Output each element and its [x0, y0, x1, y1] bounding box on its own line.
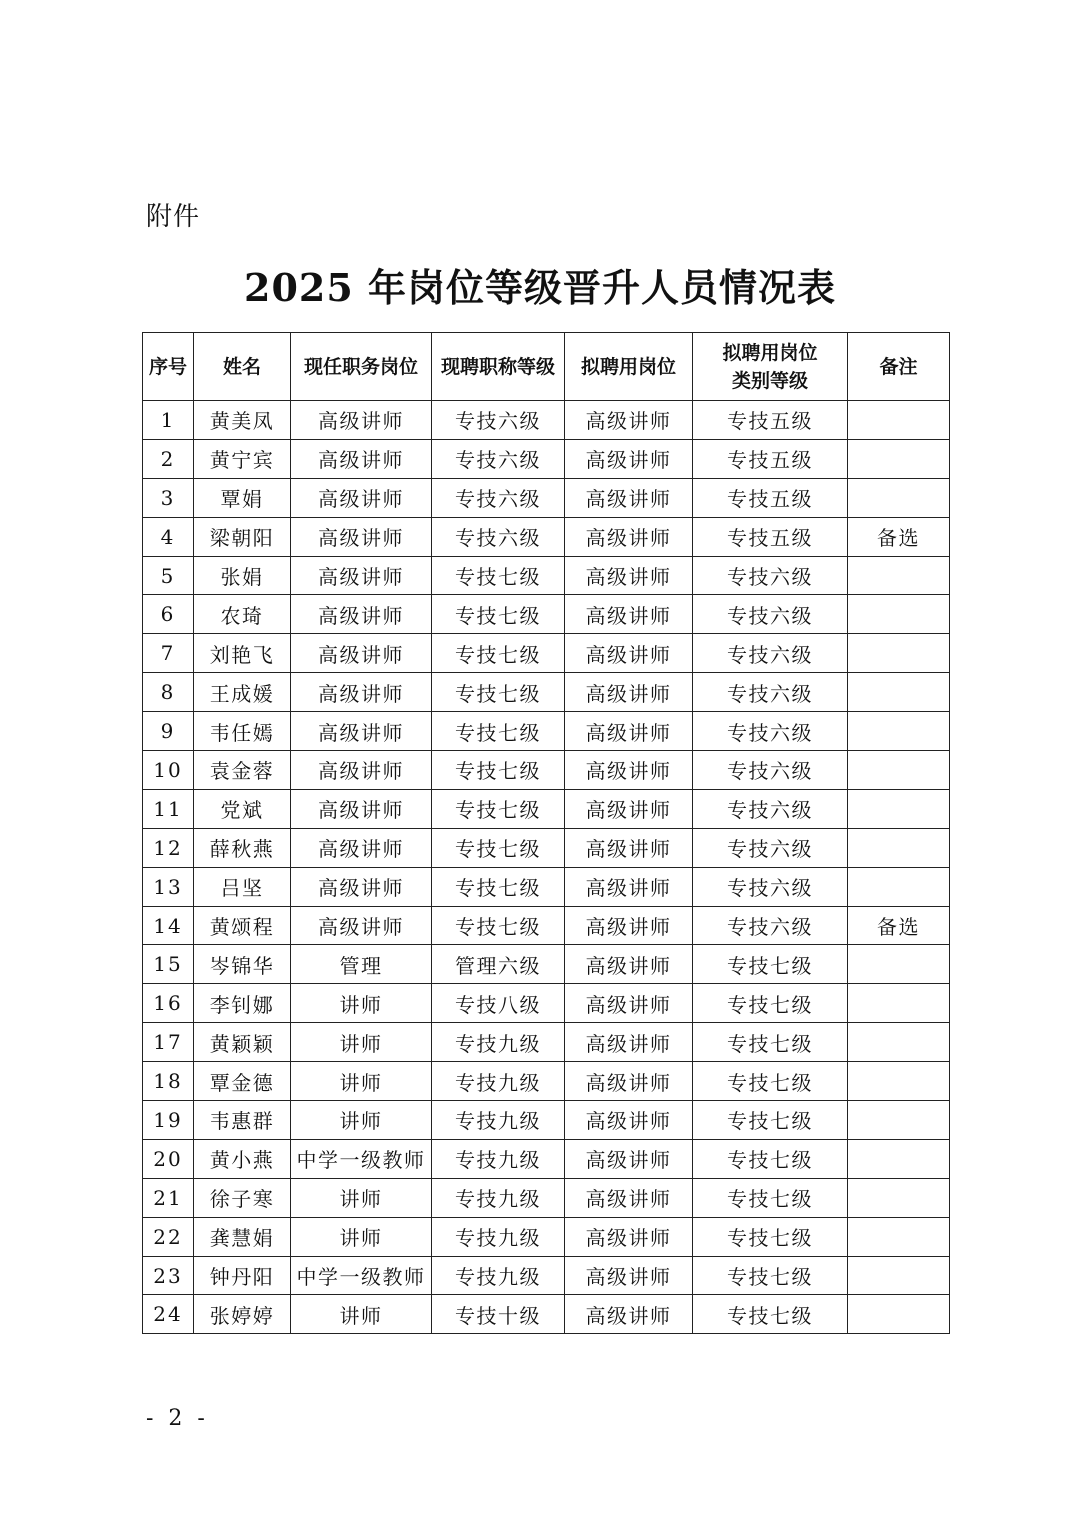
cell-name: 黄颖颖	[194, 1023, 291, 1062]
cell-proposed-position: 高级讲师	[565, 634, 693, 673]
cell-proposed-position: 高级讲师	[565, 1139, 693, 1178]
cell-current-position: 高级讲师	[291, 634, 432, 673]
cell-current-title-grade: 专技七级	[432, 673, 565, 712]
table-row	[143, 1256, 950, 1295]
cell-proposed-category-grade: 专技五级	[693, 478, 848, 517]
table-row	[143, 828, 950, 867]
cell-proposed-category-grade: 专技六级	[693, 828, 848, 867]
header-current-title-grade: 现聘职称等级	[432, 333, 565, 401]
cell-proposed-category-grade: 专技六级	[693, 673, 848, 712]
cell-name: 李钊娜	[194, 984, 291, 1023]
cell-remarks	[848, 945, 950, 984]
cell-name: 黄小燕	[194, 1139, 291, 1178]
table-row	[143, 945, 950, 984]
cell-remarks	[848, 828, 950, 867]
cell-serial-number: 3	[143, 478, 194, 517]
cell-serial-number: 8	[143, 673, 194, 712]
cell-serial-number: 20	[143, 1139, 194, 1178]
table-row	[143, 1178, 950, 1217]
cell-current-position: 讲师	[291, 1217, 432, 1256]
cell-proposed-category-grade: 专技五级	[693, 401, 848, 440]
table-row	[143, 556, 950, 595]
cell-remarks	[848, 1101, 950, 1140]
cell-proposed-category-grade: 专技七级	[693, 1062, 848, 1101]
cell-name: 韦任嫣	[194, 712, 291, 751]
cell-current-title-grade: 专技六级	[432, 517, 565, 556]
cell-proposed-category-grade: 专技七级	[693, 1023, 848, 1062]
cell-current-position: 讲师	[291, 1295, 432, 1334]
cell-serial-number: 2	[143, 439, 194, 478]
table-body	[143, 401, 950, 1334]
cell-current-position: 讲师	[291, 1023, 432, 1062]
cell-proposed-category-grade: 专技七级	[693, 1178, 848, 1217]
cell-name: 农琦	[194, 595, 291, 634]
cell-proposed-position: 高级讲师	[565, 1217, 693, 1256]
cell-remarks	[848, 1023, 950, 1062]
cell-proposed-category-grade: 专技七级	[693, 1101, 848, 1140]
header-serial-number: 序号	[143, 333, 194, 401]
cell-current-title-grade: 专技七级	[432, 595, 565, 634]
cell-serial-number: 11	[143, 789, 194, 828]
cell-proposed-category-grade: 专技七级	[693, 984, 848, 1023]
header-proposed-category-grade-line1: 拟聘用岗位	[722, 341, 818, 364]
cell-remarks	[848, 673, 950, 712]
cell-remarks	[848, 439, 950, 478]
cell-current-title-grade: 专技十级	[432, 1295, 565, 1334]
cell-current-position: 讲师	[291, 1062, 432, 1101]
cell-current-title-grade: 专技七级	[432, 556, 565, 595]
cell-remarks: 备选	[848, 517, 950, 556]
table-row	[143, 673, 950, 712]
cell-current-position: 高级讲师	[291, 906, 432, 945]
cell-proposed-position: 高级讲师	[565, 1101, 693, 1140]
cell-serial-number: 16	[143, 984, 194, 1023]
cell-proposed-category-grade: 专技六级	[693, 906, 848, 945]
cell-current-title-grade: 专技八级	[432, 984, 565, 1023]
cell-name: 袁金蓉	[194, 751, 291, 790]
cell-remarks	[848, 401, 950, 440]
table-header-row	[143, 333, 950, 401]
table-row	[143, 751, 950, 790]
cell-remarks	[848, 634, 950, 673]
cell-name: 黄宁宾	[194, 439, 291, 478]
header-current-position: 现任职务岗位	[291, 333, 432, 401]
cell-proposed-category-grade: 专技六级	[693, 634, 848, 673]
cell-current-title-grade: 专技七级	[432, 906, 565, 945]
cell-current-position: 高级讲师	[291, 828, 432, 867]
cell-current-position: 高级讲师	[291, 517, 432, 556]
cell-proposed-position: 高级讲师	[565, 1023, 693, 1062]
cell-proposed-position: 高级讲师	[565, 751, 693, 790]
cell-remarks	[848, 1256, 950, 1295]
cell-current-position: 高级讲师	[291, 439, 432, 478]
cell-current-position: 高级讲师	[291, 867, 432, 906]
cell-remarks	[848, 556, 950, 595]
cell-proposed-position: 高级讲师	[565, 1256, 693, 1295]
cell-name: 黄颂程	[194, 906, 291, 945]
cell-current-title-grade: 专技九级	[432, 1178, 565, 1217]
cell-proposed-position: 高级讲师	[565, 439, 693, 478]
cell-proposed-category-grade: 专技七级	[693, 945, 848, 984]
cell-proposed-position: 高级讲师	[565, 595, 693, 634]
cell-current-position: 中学一级教师	[291, 1139, 432, 1178]
table-row	[143, 1101, 950, 1140]
cell-name: 梁朝阳	[194, 517, 291, 556]
cell-proposed-position: 高级讲师	[565, 712, 693, 751]
cell-current-title-grade: 管理六级	[432, 945, 565, 984]
cell-serial-number: 6	[143, 595, 194, 634]
cell-current-title-grade: 专技九级	[432, 1023, 565, 1062]
page-number: - 2 -	[146, 1406, 209, 1431]
cell-proposed-category-grade: 专技六级	[693, 556, 848, 595]
cell-serial-number: 14	[143, 906, 194, 945]
table-row	[143, 1295, 950, 1334]
cell-proposed-position: 高级讲师	[565, 673, 693, 712]
cell-current-title-grade: 专技九级	[432, 1139, 565, 1178]
cell-current-position: 高级讲师	[291, 673, 432, 712]
header-proposed-position: 拟聘用岗位	[565, 333, 693, 401]
cell-current-title-grade: 专技九级	[432, 1101, 565, 1140]
cell-remarks	[848, 1062, 950, 1101]
cell-name: 钟丹阳	[194, 1256, 291, 1295]
cell-current-title-grade: 专技七级	[432, 789, 565, 828]
cell-remarks	[848, 1217, 950, 1256]
cell-serial-number: 18	[143, 1062, 194, 1101]
cell-serial-number: 19	[143, 1101, 194, 1140]
cell-proposed-position: 高级讲师	[565, 867, 693, 906]
cell-serial-number: 4	[143, 517, 194, 556]
cell-remarks	[848, 712, 950, 751]
cell-remarks: 备选	[848, 906, 950, 945]
cell-proposed-position: 高级讲师	[565, 828, 693, 867]
table-row	[143, 478, 950, 517]
cell-proposed-position: 高级讲师	[565, 945, 693, 984]
cell-proposed-category-grade: 专技六级	[693, 789, 848, 828]
cell-proposed-category-grade: 专技七级	[693, 1139, 848, 1178]
cell-proposed-category-grade: 专技七级	[693, 1295, 848, 1334]
cell-proposed-category-grade: 专技七级	[693, 1217, 848, 1256]
cell-current-title-grade: 专技六级	[432, 401, 565, 440]
cell-current-position: 高级讲师	[291, 401, 432, 440]
table-row	[143, 867, 950, 906]
table-row	[143, 1217, 950, 1256]
header-proposed-category-grade-line2: 类别等级	[731, 369, 808, 392]
table-row	[143, 595, 950, 634]
cell-proposed-position: 高级讲师	[565, 1295, 693, 1334]
cell-proposed-category-grade: 专技六级	[693, 867, 848, 906]
header-name: 姓名	[194, 333, 291, 401]
cell-name: 党斌	[194, 789, 291, 828]
cell-current-position: 高级讲师	[291, 712, 432, 751]
cell-current-position: 高级讲师	[291, 556, 432, 595]
cell-current-position: 管理	[291, 945, 432, 984]
cell-remarks	[848, 984, 950, 1023]
cell-current-position: 高级讲师	[291, 751, 432, 790]
cell-remarks	[848, 751, 950, 790]
cell-current-position: 讲师	[291, 1178, 432, 1217]
cell-current-position: 讲师	[291, 1101, 432, 1140]
cell-current-position: 讲师	[291, 984, 432, 1023]
table-row	[143, 1062, 950, 1101]
cell-name: 韦惠群	[194, 1101, 291, 1140]
cell-current-title-grade: 专技七级	[432, 634, 565, 673]
promotion-table	[142, 332, 950, 1334]
cell-name: 刘艳飞	[194, 634, 291, 673]
cell-serial-number: 24	[143, 1295, 194, 1334]
cell-name: 岑锦华	[194, 945, 291, 984]
table-row	[143, 712, 950, 751]
cell-current-position: 高级讲师	[291, 478, 432, 517]
page-title: 2025 年岗位等级晋升人员情况表	[244, 265, 836, 310]
table-row	[143, 906, 950, 945]
cell-proposed-position: 高级讲师	[565, 517, 693, 556]
cell-serial-number: 7	[143, 634, 194, 673]
cell-current-title-grade: 专技九级	[432, 1256, 565, 1295]
attachment-label: 附件	[146, 202, 201, 232]
cell-serial-number: 13	[143, 867, 194, 906]
cell-remarks	[848, 595, 950, 634]
cell-remarks	[848, 1295, 950, 1334]
cell-proposed-category-grade: 专技五级	[693, 517, 848, 556]
header-proposed-category-grade	[693, 333, 848, 401]
cell-name: 薛秋燕	[194, 828, 291, 867]
cell-serial-number: 5	[143, 556, 194, 595]
cell-name: 张娟	[194, 556, 291, 595]
table-row	[143, 1139, 950, 1178]
table-row	[143, 634, 950, 673]
header-remarks: 备注	[848, 333, 950, 401]
cell-serial-number: 9	[143, 712, 194, 751]
cell-current-title-grade: 专技六级	[432, 478, 565, 517]
cell-serial-number: 1	[143, 401, 194, 440]
cell-proposed-category-grade: 专技六级	[693, 751, 848, 790]
cell-proposed-category-grade: 专技六级	[693, 595, 848, 634]
cell-remarks	[848, 1178, 950, 1217]
cell-serial-number: 23	[143, 1256, 194, 1295]
cell-name: 黄美凤	[194, 401, 291, 440]
table-row	[143, 984, 950, 1023]
cell-serial-number: 15	[143, 945, 194, 984]
cell-current-title-grade: 专技七级	[432, 751, 565, 790]
table-row	[143, 1023, 950, 1062]
cell-name: 张婷婷	[194, 1295, 291, 1334]
cell-proposed-category-grade: 专技六级	[693, 712, 848, 751]
table-row	[143, 439, 950, 478]
cell-proposed-position: 高级讲师	[565, 556, 693, 595]
cell-serial-number: 12	[143, 828, 194, 867]
table-row	[143, 789, 950, 828]
cell-current-title-grade: 专技七级	[432, 867, 565, 906]
cell-name: 王成媛	[194, 673, 291, 712]
cell-proposed-position: 高级讲师	[565, 984, 693, 1023]
table-row	[143, 401, 950, 440]
cell-current-title-grade: 专技六级	[432, 439, 565, 478]
cell-name: 吕坚	[194, 867, 291, 906]
cell-proposed-category-grade: 专技五级	[693, 439, 848, 478]
cell-serial-number: 22	[143, 1217, 194, 1256]
cell-current-title-grade: 专技九级	[432, 1217, 565, 1256]
cell-proposed-position: 高级讲师	[565, 1178, 693, 1217]
cell-remarks	[848, 1139, 950, 1178]
cell-serial-number: 21	[143, 1178, 194, 1217]
cell-name: 徐子寒	[194, 1178, 291, 1217]
cell-serial-number: 17	[143, 1023, 194, 1062]
cell-proposed-position: 高级讲师	[565, 1062, 693, 1101]
cell-current-title-grade: 专技七级	[432, 828, 565, 867]
cell-proposed-position: 高级讲师	[565, 401, 693, 440]
cell-name: 覃金德	[194, 1062, 291, 1101]
cell-current-position: 高级讲师	[291, 595, 432, 634]
table-row	[143, 517, 950, 556]
cell-current-position: 高级讲师	[291, 789, 432, 828]
cell-remarks	[848, 478, 950, 517]
cell-remarks	[848, 867, 950, 906]
cell-proposed-position: 高级讲师	[565, 906, 693, 945]
cell-name: 龚慧娟	[194, 1217, 291, 1256]
cell-current-position: 中学一级教师	[291, 1256, 432, 1295]
cell-serial-number: 10	[143, 751, 194, 790]
cell-name: 覃娟	[194, 478, 291, 517]
cell-proposed-position: 高级讲师	[565, 789, 693, 828]
cell-proposed-position: 高级讲师	[565, 478, 693, 517]
cell-current-title-grade: 专技九级	[432, 1062, 565, 1101]
cell-proposed-category-grade: 专技七级	[693, 1256, 848, 1295]
cell-remarks	[848, 789, 950, 828]
cell-current-title-grade: 专技七级	[432, 712, 565, 751]
